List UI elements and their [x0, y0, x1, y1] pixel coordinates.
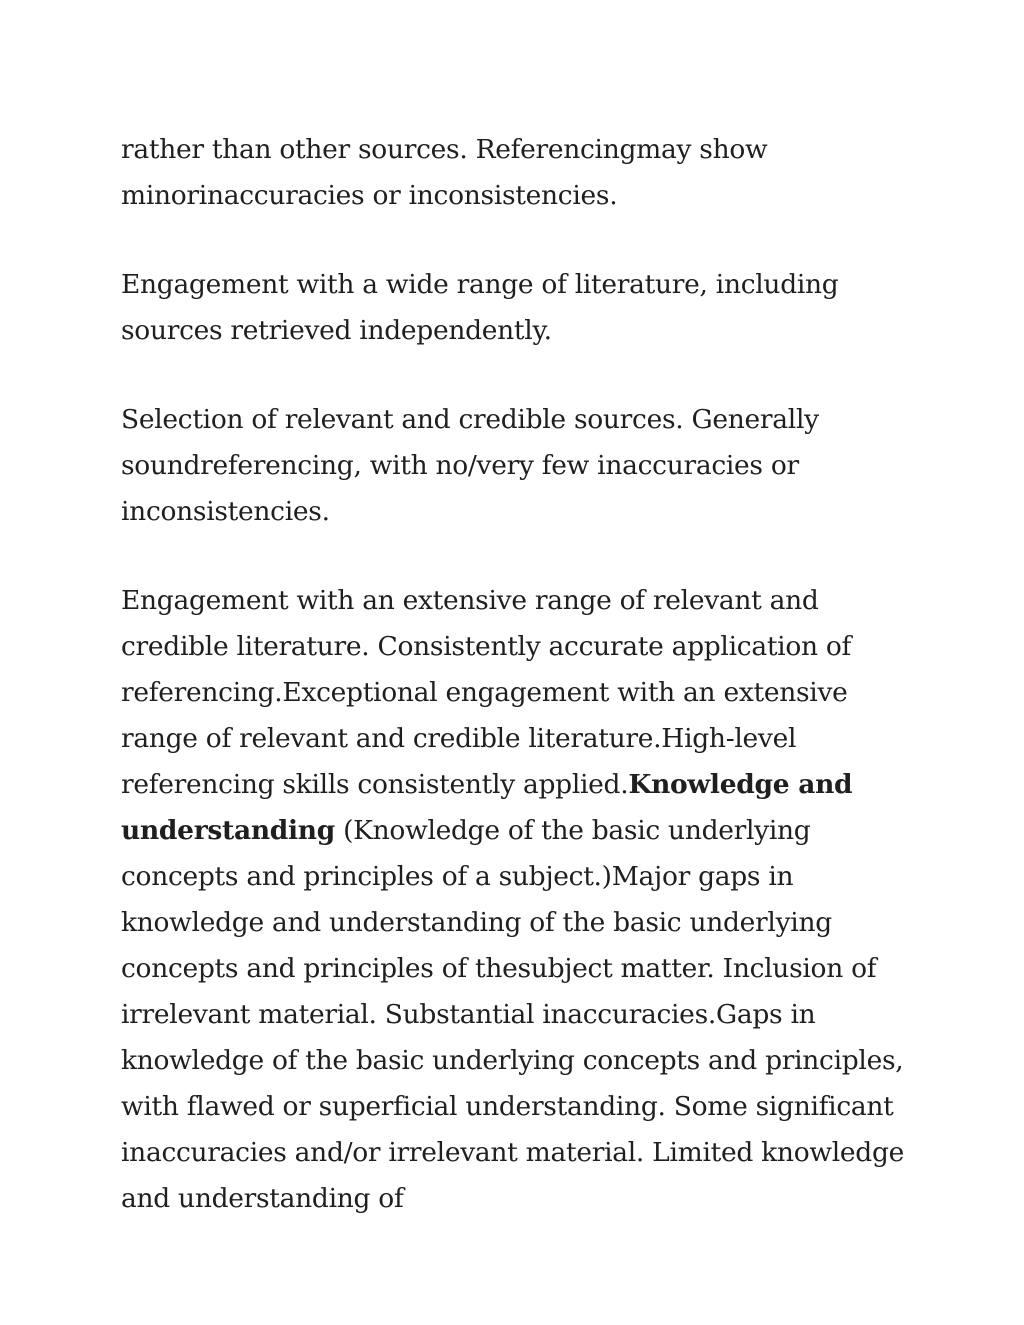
paragraph-extensive-engagement	[121, 578, 911, 1222]
paragraph-knowledge-text: (Knowledge of the basic underlying concepts and principles of a subject.)Major gaps in knowledge and understanding of the basic underlying concepts and principles of thesubject matter. Inclusion of irrelevant material. Substantial inaccuracies.Gaps in knowledge of the basic underlying concepts and principles, with flawed or superficial understanding. Some significant inaccuracies and/or irrelevant material. Limited knowledge and understanding of	[121, 815, 904, 1214]
paragraph-wide-range-literature: Engagement with a wide range of literature, including sources retrieved independently.	[121, 269, 839, 346]
paragraph-intro-text: Engagement with an extensive range of relevant and credible literature. Consistently accurate application of referencing.Exceptional engagement with an extensive range of relevant and credible literature.High-level referencing skills consistently applied.	[121, 585, 852, 800]
paragraph-relevant-credible-sources: Selection of relevant and credible sources. Generally soundreferencing, with no/very few inaccuracies or inconsistencies.	[121, 404, 819, 527]
document-body	[121, 127, 911, 1222]
section-heading-knowledge-understanding: Knowledge and understanding	[121, 769, 853, 846]
paragraph-referencing-minor: rather than other sources. Referencingmay show minorinaccuracies or inconsistencies.	[121, 134, 768, 211]
